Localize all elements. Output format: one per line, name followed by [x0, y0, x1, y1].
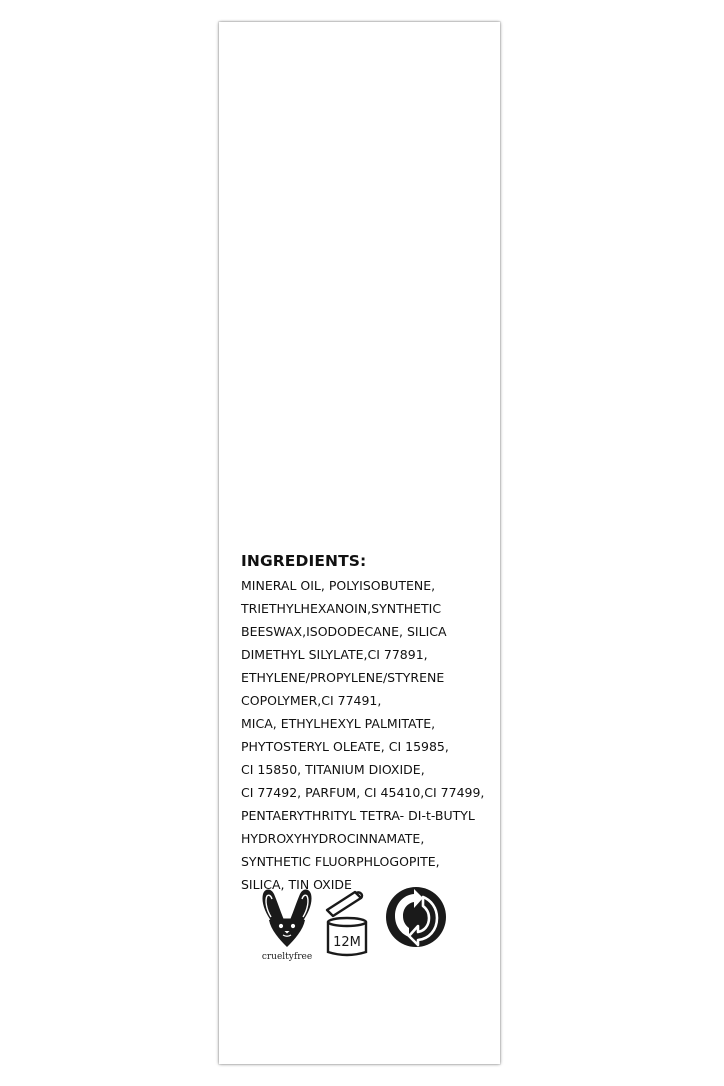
- period-after-opening-symbol: [323, 886, 371, 966]
- ingredients-line: MICA, ETHYLHEXYL PALMITATE,: [241, 716, 436, 731]
- ingredients-line: MINERAL OIL, POLYISOBUTENE,: [241, 578, 436, 593]
- ingredients-line: SYNTHETIC FLUORPHLOGOPITE,: [241, 854, 440, 869]
- cruelty-free-symbol: [255, 884, 319, 976]
- ingredients-line: CI 77492, PARFUM, CI 45410,CI 77499,: [241, 785, 485, 800]
- cruelty-free-label: crueltyfree: [261, 952, 313, 962]
- green-dot-symbol: [385, 886, 447, 948]
- ingredients-section: [241, 550, 496, 896]
- ingredients-line: COPOLYMER,CI 77491,: [241, 693, 382, 708]
- ingredients-heading: INGREDIENTS:: [241, 552, 367, 570]
- ingredients-line: DIMETHYL SILYLATE,CI 77891,: [241, 647, 428, 662]
- ingredients-line: ETHYLENE/PROPYLENE/STYRENE: [241, 670, 445, 685]
- open-jar-period-after-opening-icon: [323, 886, 371, 966]
- cruelty-free-bunny-heart-icon: [255, 884, 319, 950]
- product-box-back-panel: [219, 22, 500, 1064]
- ingredients-line: PENTAERYTHRITYL TETRA- DI-t-BUTYL: [241, 808, 475, 823]
- ingredients-line: PHYTOSTERYL OLEATE, CI 15985,: [241, 739, 449, 754]
- pao-label: 12M: [333, 935, 361, 950]
- ingredients-line: CI 15850, TITANIUM DIOXIDE,: [241, 762, 425, 777]
- green-dot-recycling-icon: [385, 886, 447, 948]
- ingredients-line: SILICA, TIN OXIDE: [241, 877, 352, 892]
- ingredients-line: HYDROXYHYDROCINNAMATE,: [241, 831, 425, 846]
- packaging-symbols: [255, 884, 475, 984]
- ingredients-line: TRIETHYLHEXANOIN,SYNTHETIC: [241, 601, 442, 616]
- ingredients-line: BEESWAX,ISODODECANE, SILICA: [241, 624, 447, 639]
- ingredients-list: [241, 574, 496, 896]
